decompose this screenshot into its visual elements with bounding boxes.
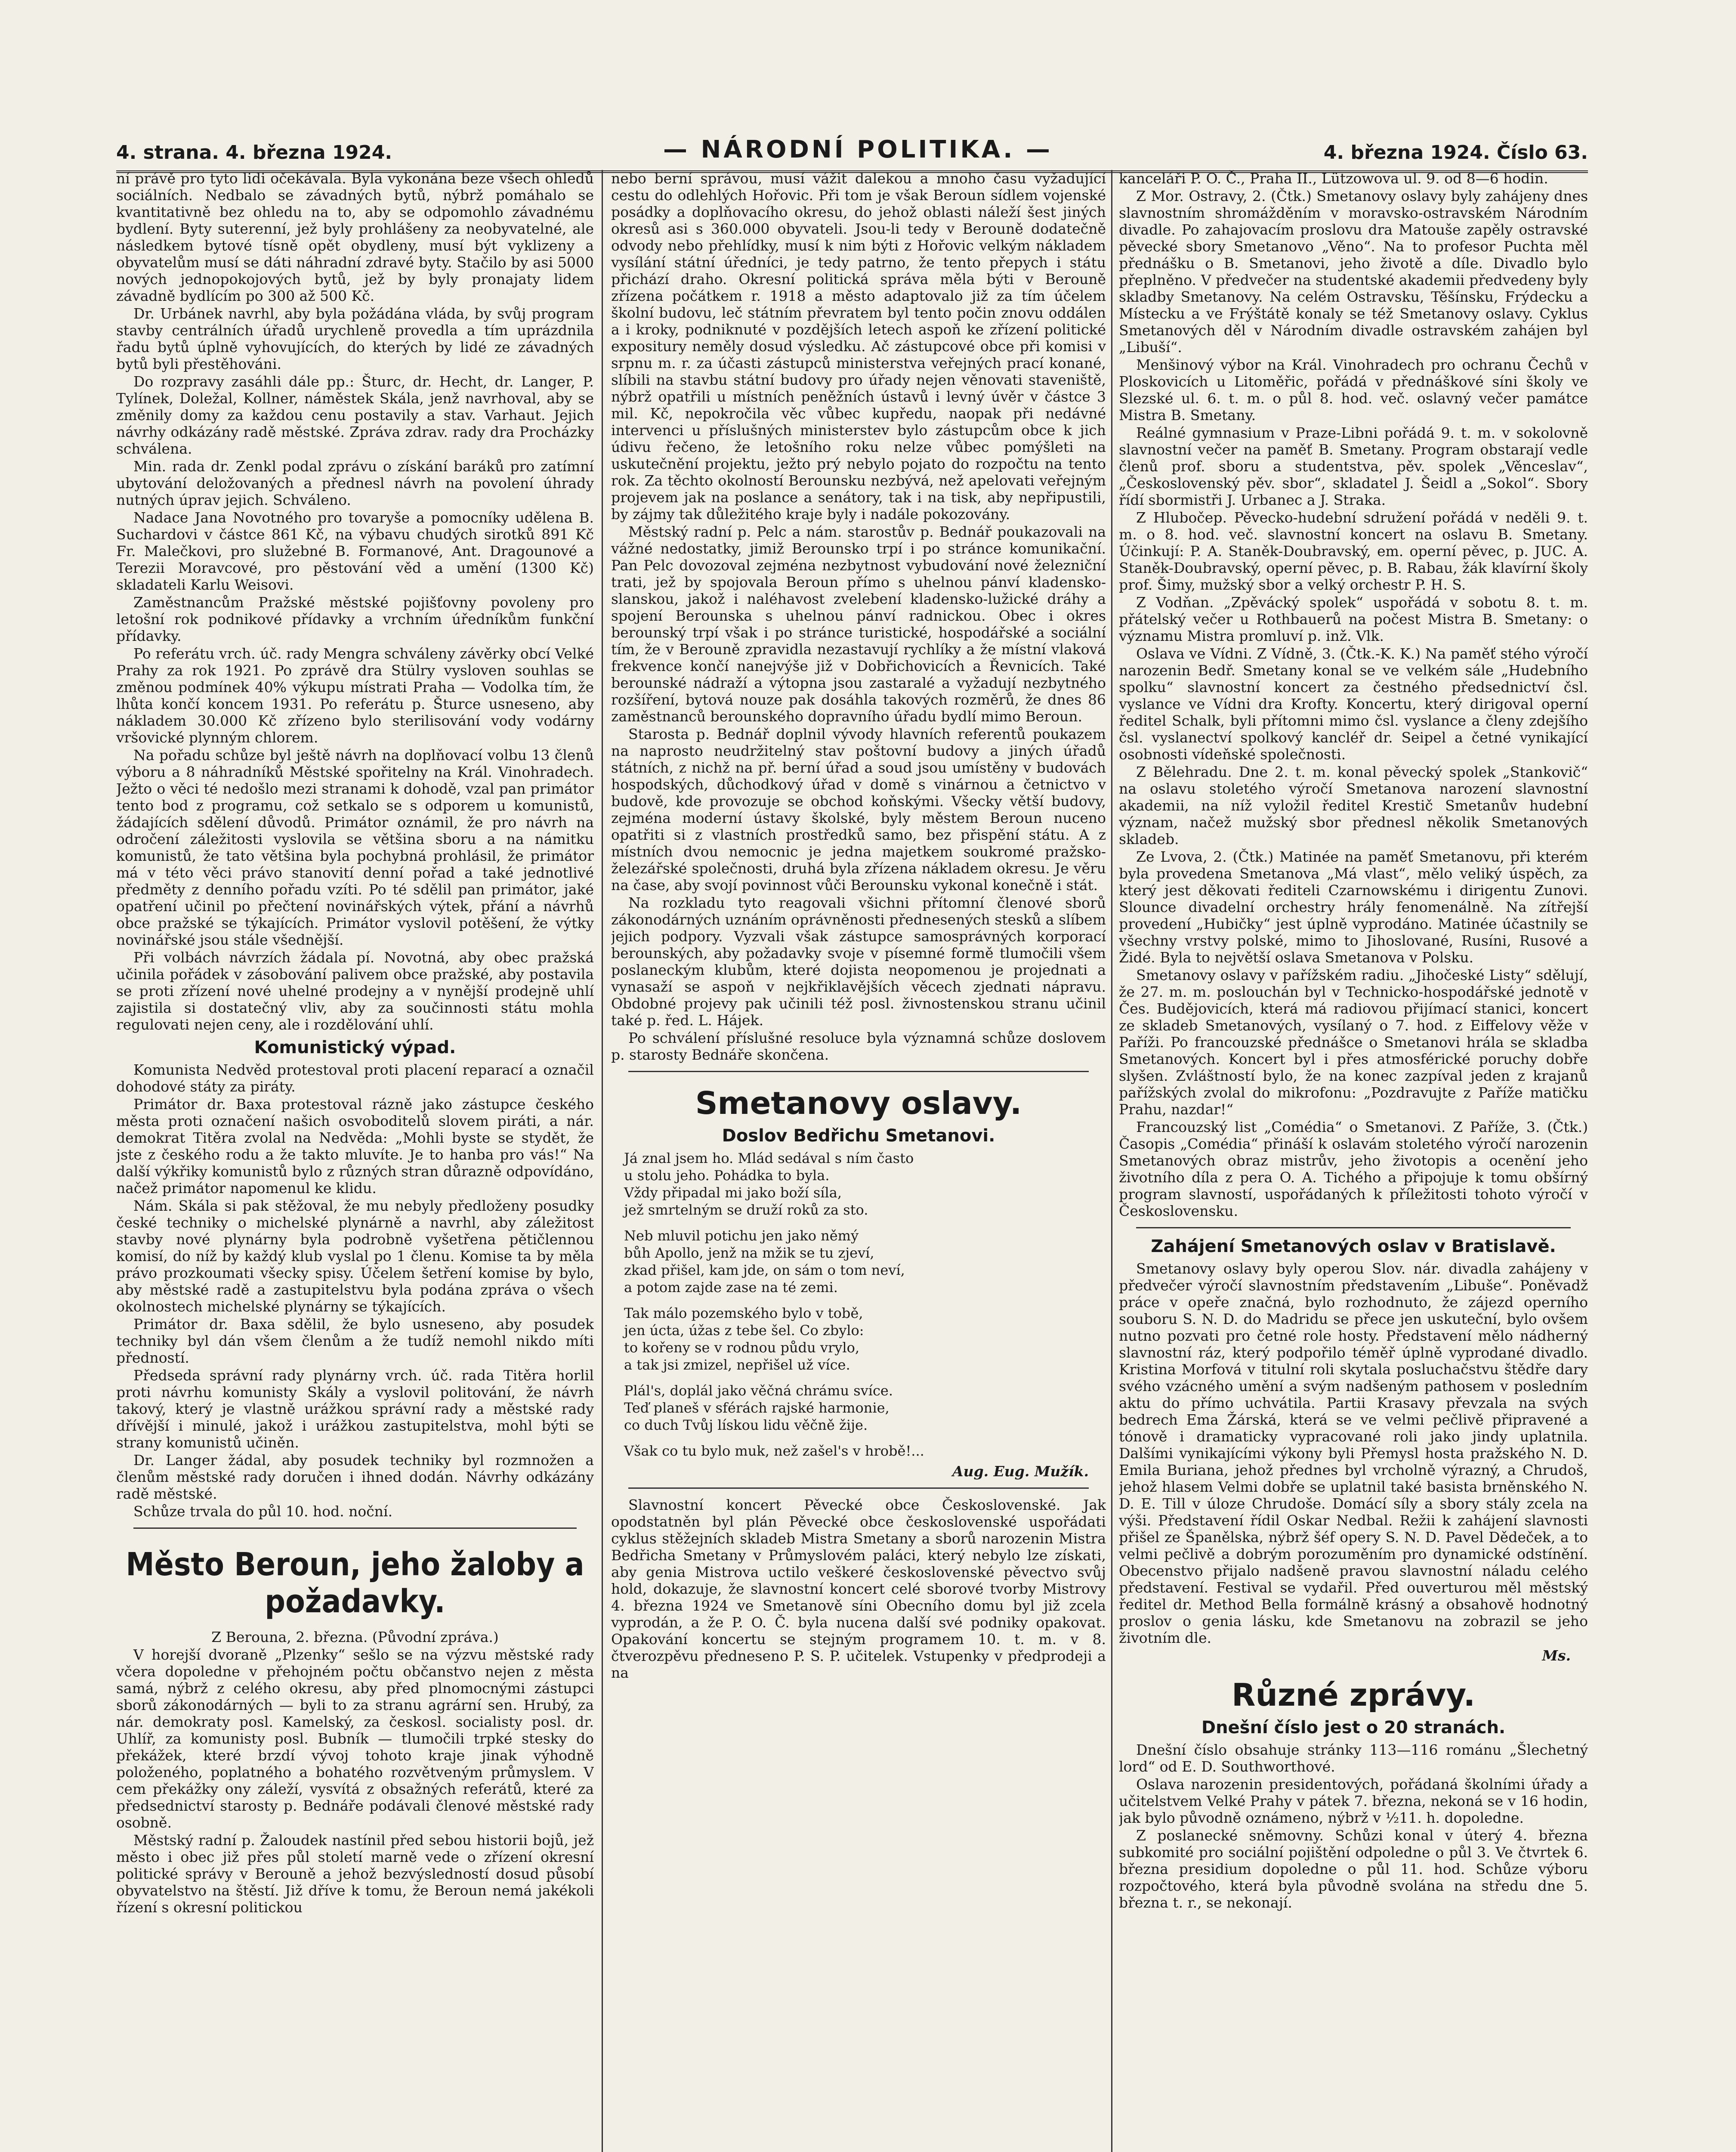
article-paragraph: kanceláři P. O. Č., Praha II., Lützowova ul. 9. od 8—6 hodin. [1119,170,1548,187]
article-paragraph: Menšinový výbor na Král. Vinohradech pro ochranu Čechů v Ploskovicích u Litoměřic, pořádá v přednáškové síni školy ve Slezské ul. 6. t. m. o půl 8. hod. več. oslavný večer památce Mistra B. Smetany. [1119,356,1588,424]
article-paragraph: Na pořadu schůze byl ještě návrh na doplňovací volbu 13 členů výboru a 8 náhradníků Městské spořitelny na Král. Vinohradech. Ježto o věci té nedošlo mezi stranami k dohodě, vzal pan primátor tento bod z programu, což setkalo se s odporem u komunistů, žádajících sdělení důvodů. Primátor oznámil, že pro návrh na odročení záležitosti vyslovila se většina sboru a na námitku komunistů, že tato většina byla pochybná prohlásil, že primátor má v této věci právo stanovití denní pořad a také jednotlivé předměty z denního pořadu vzíti. Po té sdělil pan primátor, jaké opatření učinil po přečtení novinářských výtek, přání a návrhů obce pražské se týkajících. Primátor vyslovil potěšení, že výtky novinářské jsou stále všednější. [116,747,594,948]
article-paragraph: Oslava ve Vídni. Z Vídně, 3. (Čtk.-K. K.) Na paměť stého výročí narozenin Bedř. Smetany konal se ve velkém sále „Hudebního spolku“ slavnostní koncert za čestného předsednictví čsl. vyslance ve Vídni dra Krofty. Koncertu, který dirigoval operní ředitel Schalk, byli přítomni mimo čsl. vyslance a členy zdejšího čsl. vyslanectví spolkový kancléř dr. Seipel a četné vynikající osobnosti vídeňské společnosti. [1119,645,1588,763]
newspaper-title: — NÁRODNÍ POLITIKA. — [663,136,1053,164]
article-paragraph: Zaměstnancům Pražské městské pojišťovny povoleny pro letošní rok podnikové přídavky a vrchním úředníkům funkční přídavky. [116,594,594,644]
dateline: Z Berouna, 2. března. (Původní zpráva.) [211,1629,499,1645]
poem-line: bůh Apollo, jenž na mžik se tu zjeví, [624,1245,874,1261]
article-paragraph: Primátor dr. Baxa protestoval rázně jako zástupce českého města proti označení našich osvoboditelů slovem piráti, a nár. demokrat Titěra zvolal na Nedvěda: „Mohli byste se stydět, že jste z českého rodu a že takto mluvíte. Je to hanba pro vás!“ Na další výkřiky komunistů bylo z různých stran důrazně odpovídáno, načež primátor napomenul ke klidu. [116,1096,594,1197]
section-headline: Různé zprávy. [1232,1677,1475,1713]
separator [133,1527,577,1529]
article-signature: Ms. [1542,1647,1571,1664]
article-paragraph: Při volbách návrzích žádala pí. Novotná, aby obec pražská učinila pořádek v zásobování palivem obce pražské, aby postavila se proti zřízení nové uhelné prodejny a v nynější prodejně uhlí zajistila si dostatečný vliv, aby za součinnosti státu mohla regulovati nejen ceny, ale i rozdělování uhlí. [116,949,594,1033]
article-paragraph: Reálné gymnasium v Praze-Libni pořádá 9. t. m. v sokolovně slavnostní večer na paměť B. Smetany. Program obstarají vedle členů prof. sboru a studentstva, pěv. spolek „Věnceslav“, „Československý pěv. sbor“, skladatel J. Šeidl a „Sokol“. Sbory řídí sbormistři J. Urbanec a J. Straka. [1119,424,1588,508]
poem-line: co duch Tvůj lískou lidu věčně žije. [624,1417,868,1433]
article-paragraph: Z Vodňan. „Zpěvácký spolek“ uspořádá v sobotu 8. t. m. přátelský večer u Rothbauerů na počest Mistra B. Smetany: o významu Mistra promluví p. inž. Vlk. [1119,594,1588,644]
article-paragraph: Nadace Jana Novotného pro tovaryše a pomocníky udělena B. Suchardovi v částce 861 Kč, na výbavu chudých sirotků 891 Kč Fr. Malečkovi, pro služebné B. Formanové, Ant. Dragounové a Terezii Moravcové, pro pěstování věd a umění (1300 Kč) skladateli Karlu Weisovi. [116,509,594,593]
poem-line: Plál's, doplál jako věčná chrámu svíce. [624,1382,893,1399]
article-paragraph: Smetanovy oslavy v pařížském radiu. „Jihočeské Listy“ sdělují, že 27. m. m. poslouchán byl v Technicko-hospodářské jednotě v Čes. Budějovicích, která má radiovou přijímací stanici, koncert ze skladeb Smetanových, vysílaný o 7. hod. z Eiffelovy věže v Paříži. Po francouzské přednášce o Smetanovi hrála se skladba Smetanových. Koncert byl i přes atmosférické poruchy dobře slyšen. Zvláštností bylo, že na konec zazpíval jeden z krajanů pařížských zvolal do mikrofonu: „Pozdravujte z Paříže matičku Prahu, nazdar!“ [1119,967,1588,1118]
poem-line: to kořeny se v rodnou půdu vrylo, [624,1339,860,1356]
header-left: 4. strana. 4. března 1924. [116,142,392,164]
poem-line: Vždy připadal mi jako boží síla, [624,1184,842,1201]
article-paragraph: Městský radní p. Pelc a nám. starostův p. Bednář poukazovali na vážné nedostatky, jimiž Berounsko trpí i po stránce komunikační. Pan Pelc dovozoval zejména nezbytnost vybudování nové železniční trati, jež by spojovala Beroun přímo s uhelnou pánví kladensko-slanskou, jakož i naléhavost zvelebení kladensko-lužické dráhy a spojení Berounska s uhelnou pánví radnickou. Obec i okres berounský trpí však i po stránce turistické, hospodářské a sociální tím, že v Berouně zpravidla nezastavují rychlíky a že místní vlaková frekvence končí nanejvýše již v Dobřichovicích a Řevnicích. Také berounské nádraží a výtopna jsou zastaralé a vyžadují nezbytného rozšíření, bytová nouze pak dosáhla takových rozměrů, že dnes 86 zaměstnanců berounského dopravního úřadu bydlí mimo Beroun. [611,523,1106,725]
section-subheading: Zahájení Smetanových oslav v Bratislavě. [1151,1237,1556,1256]
article-paragraph: Francouzský list „Comédia“ o Smetanovi. Z Paříže, 3. (Čtk.) Časopis „Comédia“ přináší k oslavám stoletého výročí narozenin Smetanových obraz mistrův, jeho životopis a ocenění jeho životního díla z pera O. A. Tichého a připojuje k tomu obšírný program slavností, uspořádaných k příležitosti tohoto výročí v Československu. [1119,1119,1588,1219]
column-divider [602,170,603,2152]
header-right: 4. března 1924. Číslo 63. [1323,142,1588,164]
poem-line: Tak málo pozemského bylo v tobě, [624,1305,863,1321]
poem-line: u stolu jeho. Pohádka to byla. [624,1167,830,1184]
article-paragraph: Nám. Skála si pak stěžoval, že mu nebyly předloženy posudky české techniky o michelské plynárně a navrhl, aby záležitost stavby nové plynárny byla podrobně vyšetřena pětičlennou komisí, do níž by každý klub vyslal po 1 členu. Komise ta by měla právo prozkoumati všecky spisy. Účelem šetření komise by bylo, aby městské radě a zastupitelstvu byla podána zpráva o všech okolnostech michelské plynárny se týkajících. [116,1197,594,1315]
article-paragraph: Městský radní p. Žaloudek nastínil před sebou historii bojů, jež město i obec již přes půl století marně vede o zřízení okresní politické správy v Berouně a jehož bezvýsledností dosud působí obyvatelstvo na štěstí. Již dříve k tomu, že Beroun nemá jakékoli řízení s okresní politickou [116,1832,594,1916]
section-subheading: Dnešní číslo jest o 20 stranách. [1201,1718,1506,1738]
poem [624,1150,1093,1459]
article-paragraph: V horejší dvoraně „Plzenky“ sešlo se na výzvu městské rady včera dopoledne v přehojném počtu občanstvo nejen z města samá, nýbrž z celého okresu, aby před plnomocnými zástupci sborů zákonodárných — byli to za stranu agrární sen. Hrubý, za nár. demokraty posl. Kamelský, za českosl. socialisty posl. dr. Uhlíř, za komunisty posl. Bubník — tlumočili trpké stesky do překážek, které brzdí vývoj tohoto kraje jinak výhodně položeného, poplatného a bohatého rozvětveným průmyslem. V cem překážky ony záleží, vysvítá z obsažných referátů, které za předsednictví starosty p. Bednáře podávali členové městské rady osobně. [116,1646,594,1831]
article-paragraph: Schůze trvala do půl 10. hod. noční. [133,1503,393,1520]
poem-line: Já znal jsem ho. Mlád sedával s ním často [624,1150,914,1166]
article-paragraph: Po referátu vrch. úč. rady Mengra schváleny závěrky obcí Velké Prahy za rok 1921. Po zprávě dra Stülry vysloven souhlas se změnou podmínek 40% výkupu místrati Praha — Vodolka tím, že lhůta končí koncem 1931. Po referátu p. Šturce usneseno, aby nákladem 30.000 Kč zřízeno bylo sterilisování vody vodárny vršovické plynným chlorem. [116,645,594,746]
poem-line: Neb mluvil potichu jen jako němý [624,1228,859,1244]
article-paragraph: Z Mor. Ostravy, 2. (Čtk.) Smetanovy oslavy byly zahájeny dnes slavnostním shromážděním v moravsko-ostravském Národním divadle. Po zahajovacím proslovu dra Matouše zapěly ostravské pěvecké sbory Smetanovo „Věno“. Na to profesor Puchta měl přednášku o B. Smetanovi, jeho životě a díle. Divadlo bylo přeplněno. V předvečer na studentské akademii předvedeny byly skladby Smetanovy. Na celém Ostravsku, Těšínsku, Frýdecku a Místecku a ve Frýštátě konaly se též Smetanovy oslavy. Cyklus Smetanových děl v Národním divadle ostravském zahájen byl „Libuší“. [1119,188,1588,356]
article-paragraph: Starosta p. Bednář doplnil vývody hlavních referentů poukazem na naprosto neudržitelný stav poštovní budovy a jiných úřadů státních, z nichž na př. berní úřad a soud jsou umístěny v budovách hospodských, důchodkový úřad v domě s vinárnou a četnictvo v budově, kde provozuje se obchod koňskými. Všecky větší budovy, zejména moderní ústavy školské, byly městem Beroun nuceno opatřiti si z vlastních prostředků samo, bez přispění státu. A z místních dvou nemocnic je jedna majetkem soukromé pražsko-železářské společnosti, druhá byla zřízena nákladem okresu. Je věru na čase, aby svojí povinnost vůči Berounsku vykonal konečně i stát. [611,726,1106,894]
article-paragraph: Slavnostní koncert Pěvecké obce Československé. Jak opodstatněn byl plán Pěvecké obce československé uspořádati cyklus stěžejních skladeb Mistra Smetany a sborů narozenin Mistra Bedřicha Smetany v Průmyslovém paláci, který nebylo lze získati, aby genia Mistrova uctilo veškeré československé pěvectvo svůj hold, dokazuje, že slavnostní koncert celé sborové tvorby Mistrovy 4. března 1924 ve Smetanově síni Obecního domu byl již zcela vyprodán, a že P. O. Č. byla nucena další své podniky opakovat. Opakování koncertu se stejným programem 10. t. m. v 8. čtverozpěvu předneseno P. S. P. učitelek. Vstupenky v předprodeji a na [611,1497,1106,1681]
article-paragraph: Ze Lvova, 2. (Čtk.) Matinée na paměť Smetanovu, při kterém byla provedena Smetanova „Má vlast“, mělo veliký úspěch, za který jest děkovati řediteli Czarnowskému i dirigentu Zunovi. Slounce divadelní orchestry hrály fenomenálně. Na zítřejší provedení „Hubičky“ jest úplně vyprodáno. Matinée účastnily se všechny vrstvy polské, mimo to Jihoslované, Rusíni, Rusové a Židé. Byla to největší oslava Smetanova v Polsku. [1119,848,1588,966]
article-paragraph: Smetanovy oslavy byly operou Slov. nár. divadla zahájeny v předvečer výročí slavnostním představením „Libuše“. Poněvadž práce v opeře značná, bylo rozhodnuto, že zájezd operního souboru S. N. D. do Madridu se přece jen uskuteční, bylo ovšem nutno pozvati pro četné role hosty. Představení mělo nádherný slavnostní ráz, který podpořilo téměř úplně vyprodané divadlo. Kristina Morfová v titulní roli skytala posluchačstvu štědře dary svého vzácného umění a svým nadšeným pathosem v posledním aktu do přímo uchvátila. Partii Krasavy převzala na svých bedrech Ema Žárská, která se ve velmi pečlivě připravené a tónově i dramaticky vypracované roli jako jindy uplatnila. Dalšími vynikajícími výkony byli Přemysl hosta pražského N. D. Emila Buriana, jehož přednes byl vrcholně výrazný, a Chrudoš, jehož hlasem Velmi dobře se uplatnil také basista brněnského N. D. E. Till v úloze Chrudoše. Domácí síly a sbory stály zcela na výši. Představení řídil Oskar Nedbal. Režii k zahájení slavnosti přišel ze Španělska, nýbrž šéf opery S. N. D. Pavel Dědeček, a to velmi pečlivě a dobrým porozuměním pro dynamické odstínění. Obecenstvo přijalo nadšeně pravou slavnostní náladu celého představení. Festival se vydařil. Před ouverturou měl městský ředitel dr. Method Bella formálně krásný a obsahově hodnotný proslov o genia lásku, kde Smetanovu na zobrazil se jeho životním dle. [1119,1260,1588,1646]
poem-line: a tak jsi zmizel, nepřišel už více. [624,1357,850,1373]
column-3 [1119,170,1588,2152]
separator [628,1071,1089,1072]
poem-signature: Aug. Eug. Mužík. [952,1463,1089,1480]
article-paragraph: Oslava narozenin presidentových, pořádaná školními úřady a učitelstvem Velké Prahy v pátek 7. března, nekoná se v 16 hodin, jak bylo původně oznámeno, nýbrž v ½11. h. dopoledne. [1119,1776,1588,1826]
article-paragraph: Do rozpravy zasáhli dále pp.: Šturc, dr. Hecht, dr. Langer, P. Tylínek, Doležal, Kollner, náměstek Skála, jenž navrhoval, aby se změnily domy za každou cenu postavily a stav. Varhaut. Jejich návrhy odkázány radě městské. Zpráva zdrav. rady dra Procházky schválena. [116,373,594,457]
article-paragraph: Po schválení příslušné resoluce byla významná schůze doslovem p. starosty Bednáře skončena. [611,1030,1106,1063]
article-paragraph: Komunista Nedvěd protestoval proti placení reparací a označil dohodové státy za piráty. [116,1061,594,1095]
article-paragraph: Primátor dr. Baxa sdělil, že bylo usneseno, aby posudek techniky byl dán všem členům a že tudíž nemohl nikdo míti předností. [116,1316,594,1366]
article-paragraph: Dr. Urbánek navrhl, aby byla požádána vláda, by svůj program stavby centrálních úřadů urychleně provedla a tím uprázdnila řadu bytů úplně vyhovujících, do kterých by lidé ze závadných bytů byli přestěhováni. [116,305,594,372]
stanza-break [624,1373,1093,1382]
article-headline: Město Beroun, jeho žaloby a požadavky. [126,1546,584,1620]
poem-title: Doslov Bedřichu Smetanovi. [722,1126,995,1146]
stanza-break [624,1218,1093,1227]
separator [1136,1227,1571,1228]
poem-line: Teď planeš v sférách rajské harmonie, [624,1400,890,1416]
article-paragraph: ní právě pro tyto lidi očekávala. Byla vykonána beze všech ohledů sociálních. Nedbalo se závadných bytů, nýbrž pomáhalo se kvantitativně bez ohledu na to, aby se odpomohlo závadnému bydlení. Byty suterenní, jež byly prohlášeny za neobyvatelné, ale následkem bytové tísně opět obydleny, musí být vyklizeny a obyvatelům musí se dáti náhradní zdravé byty. Stačilo by asi 5000 nových jednopokojových bytů, jež by byly pronajaty lidem závadně bydlícím po 300 až 500 Kč. [116,170,594,304]
section-headline: Smetanovy oslavy. [695,1085,1022,1121]
stanza-break [624,1434,1093,1442]
article-paragraph: Z Bělehradu. Dne 2. t. m. konal pěvecký spolek „Stankovič“ na oslavu stoletého výročí Smetanova narození slavnostní akademii, na níž vyložil ředitel Krestič Smetanův hudební význam, načež mužský sbor přednesl několik Smetanových skladeb. [1119,764,1588,847]
article-paragraph: Z Hlubočep. Pěvecko-hudební sdružení pořádá v neděli 9. t. m. o 8. hod. več. slavnostní koncert na oslavu B. Smetany. Účinkují: P. A. Staněk-Doubravský, em. operní pěvec, p. JUC. A. Staněk-Doubravský, operní pěvec, p. B. Rabau, žák klavírní školy prof. Šimy, mužský sbor a velký orchestr P. H. S. [1119,509,1588,593]
section-subheading: Komunistický výpad. [254,1038,456,1057]
poem-line: jež smrtelným se druží roků za sto. [624,1202,868,1218]
article-paragraph: nebo berní správou, musí vážit dalekou a mnoho času vyžadující cestu do odlehlých Hořovic. Při tom je však Beroun sídlem vojenské posádky a doplňovacího okresu, do jehož oblasti náleží šest jiných okresů asi s 360.000 obyvateli. Jsou-li tedy v Berouně dodatečně odvody nebo přehlídky, musí k nim býti z Hořovic velkým nákladem vysílání státní úředníci, je tedy patrno, že tento přepych i státu přichází draho. Okresní politická správa měla býti v Berouně zřízena počátkem r. 1918 a město adaptovalo již za tím účelem školní budovu, leč státním převratem byl tento počin znovu oddálen a i kroky, podniknuté v pozdějších letech aspoň ke zřízení politické expositury neměly dosud výsledku. Ač zástupcové obce při komisi v srpnu m. r. za účasti zástupců ministerstva veřejných prací konané, slíbili na stavbu státní budovy pro úřady nejen věnovati staveniště, nýbrž opatřili u místních peněžních ústavů i levný úvěr v částce 3 mil. Kč, nepokročila věc vůbec kupředu, naopak při nedávné intervenci u příslušných ministerstev bylo zástupcům obce k jich údivu řečeno, že letošního roku nelze vůbec pomýšleti na uskutečnění projektu, ježto prý nebylo pojato do rozpočtu na tento rok. Za těchto okolností Berounsku nezbývá, než apelovati veřejným projevem jak na poslance a senátory, tak i na tisk, aby nepřipustili, by zájmy tak důležitého kraje byly i nadále pokozovány. [611,170,1106,523]
article-paragraph: Dr. Langer žádal, aby posudek techniky byl rozmnožen a členům městské rady doručen i ihned dodán. Návrhy odkázány radě městské. [116,1452,594,1502]
article-paragraph: Z poslanecké sněmovny. Schůzi konal v úterý 4. března subkomité pro sociální pojištění odpoledne o půl 3. Ve čtvrtek 6. března presidium dopoledne o půl 11. hod. Schůze výboru rozpočtového, která byla původně svolána na středu dne 5. března t. r., se nekonají. [1119,1827,1588,1911]
poem-line: a potom zajde zase na té zemi. [624,1279,838,1296]
column-divider [1111,170,1112,2152]
article-paragraph: Min. rada dr. Zenkl podal zprávu o získání baráků pro zatímní ubytování deložovaných a přednesl návrh na povolení úhrady nutných úprav jejich. Schváleno. [116,458,594,508]
column-2 [611,170,1106,2152]
column-1 [116,170,594,2152]
stanza-break [624,1296,1093,1305]
poem-line: zkad přišel, kam jde, on sám o tom neví, [624,1262,905,1278]
article-paragraph: Na rozkladu tyto reagovali všichni přítomní členové sborů zákonodárných uznáním oprávněnosti přednesených stesků a slíbem jejich podpory. Vyzvali však zástupce samosprávných korporací berounských, aby požadavky svoje v písemné formě tlumočili všem poslaneckým klubům, které dojista neopomenou je projednati a vynasaží se aspoň v nejkřiklavějších věcech zjednati nápravu. Obdobné projevy pak učinili též posl. živnostenskou stranu učinil také p. řed. L. Hájek. [611,894,1106,1029]
page-header [116,125,1588,173]
separator [628,1487,1089,1489]
article-paragraph: Dnešní číslo obsahuje stránky 113—116 románu „Šlechetný lord“ od E. D. Southworthové. [1119,1741,1588,1775]
poem-line: jen úcta, úžas z tebe šel. Co zbylo: [624,1322,864,1339]
poem-line: Však co tu bylo muk, než zašel's v hrobě!... [624,1443,924,1459]
article-paragraph: Předseda správní rady plynárny vrch. úč. rada Titěra horlil proti návrhu komunisty Skály a vyslovil politování, že návrh takový, který je vlastně urážkou správní rady a městské rady dřívější i minulé, jakož i urážkou zastupitelstva, mohl býti se strany komunistů učiněn. [116,1367,594,1451]
